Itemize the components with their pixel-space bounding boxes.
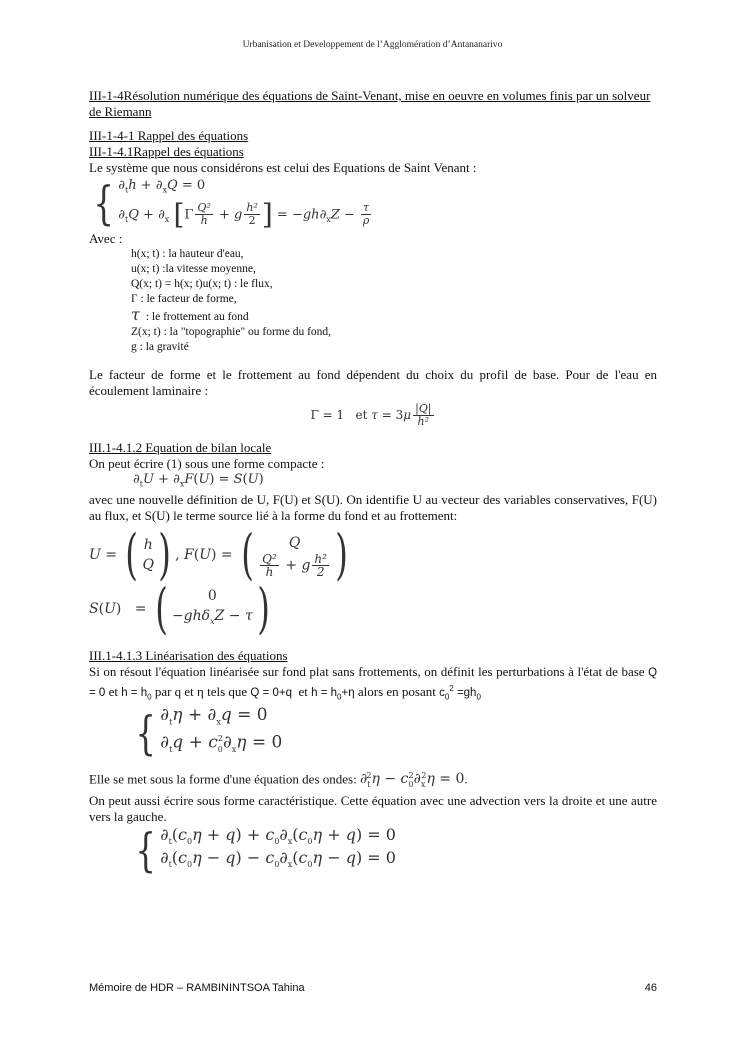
- running-header: Urbanisation et Developpement de l’Agglomération d’Antananarivo: [242, 40, 503, 50]
- laminar-formula: Γ = 1 et τ = 3μ $\frac{|Q|}{\text{h²}}$: [310, 401, 432, 428]
- subsection-title-1: III-1-4-1 Rappel des équations: [89, 128, 249, 143]
- avec-label: Avec :: [89, 230, 123, 246]
- compact-intro: On peut écrire (1) sous une forme compacte :: [89, 455, 325, 471]
- compact-equation: $\partial_tU + \partial_xF(U) = S(U)$: [133, 471, 264, 489]
- section-title: III-1-4Résolution numérique des équations de Saint-Venant, mise en oeuvre en volumes finis par un solveur de Riemann: [89, 88, 651, 119]
- list-item: g : la gravité: [131, 340, 189, 353]
- list-item: τ : le frottement au fond: [131, 304, 249, 324]
- list-item: h(x; t) : la hauteur d'eau,: [131, 247, 244, 260]
- main-content: [89, 88, 657, 876]
- page-footer: [89, 982, 657, 994]
- facteur-paragraph: Le facteur de forme et le frottement au fond dépendent du choix du profil de base. Pour de l'eau en écoulement laminaire :: [89, 366, 657, 398]
- intro-paragraph: Le système que nous considérons est celui des Equations de Saint Venant :: [89, 160, 477, 175]
- list-item: u(x; t) :la vitesse moyenne,: [131, 262, 256, 275]
- saint-venant-system: { $\partial_th + \partial_xQ = 0$ $\partial_tQ + \partial_x$ [Γ $\frac{\text{Q²}}{h}$ + g $\frac{\text{h²}}{2}$ ] = $-gh\partial_xZ$ − $\frac{\tau}{\rho}$: [93, 176, 370, 231]
- variables-list: [131, 247, 657, 355]
- subsection-title-3: III.1-4.1.3 Linéarisation des équations: [89, 648, 288, 664]
- list-item: Γ : le facteur de forme,: [131, 292, 237, 305]
- subsection-title-2: III.1-4.1.2 Equation de bilan locale: [89, 439, 272, 455]
- s-vector: S ( U ) = ( 0 −ghδ$_x$Z − τ ): [89, 577, 270, 641]
- list-item: Q(x; t) = h(x; t)u(x; t) : le flux,: [131, 277, 273, 290]
- linearized-system: { $\partial_t\eta + \partial_xq = 0$ $\partial_tq + c_0^2\partial_x\eta = 0$: [135, 705, 283, 760]
- u-f-vectors: U = ( h Q ) , F ( U ) = ( Q $\frac{\text{Q²}}{h}$ + g $\frac{\text{h²}}{2}$ ): [89, 523, 348, 587]
- subsection-title-1b: III-1-4.1Rappel des équations: [89, 144, 244, 159]
- ondes-paragraph: Elle se met sous la forme d'une équation des ondes: $\partial_t^2\eta - c_0^2\partial_x^2\eta = 0$.: [89, 770, 468, 790]
- page-number: 46: [644, 982, 657, 994]
- footer-author: Mémoire de HDR – RAMBININTSOA Tahina: [89, 982, 305, 994]
- list-item: Z(x; t) : la "topographie" ou forme du fond,: [131, 325, 332, 338]
- compact-paragraph: avec une nouvelle définition de U, F(U) et S(U). On identifie U au vecteur des variables conservatives, F(U) au flux, et S(U) le terme source lié à la forme du fond et au frottement:: [89, 492, 657, 524]
- linearisation-paragraph: Si on résout l'équation linéarisée sur fond plat sans frottements, on définit les perturbations à l'état de base Q = 0 et $h = h_0$ par q et η tels que Q = 0+q et $h = h_0+\eta$ alors en posant $c_0^2 =gh_0$: [89, 664, 658, 702]
- characteristic-system: { $\partial_t(c_0\eta + q) + c_0\partial_x(c_0\eta + q) = 0$ $\partial_t(c_0\eta - q) - c_0\partial_x(c_0\eta - q) = 0$: [135, 823, 396, 878]
- caracteristique-paragraph: On peut aussi écrire sous forme caractéristique. Cette équation avec une advection vers la droite et une autre vers la gauche.: [89, 793, 657, 825]
